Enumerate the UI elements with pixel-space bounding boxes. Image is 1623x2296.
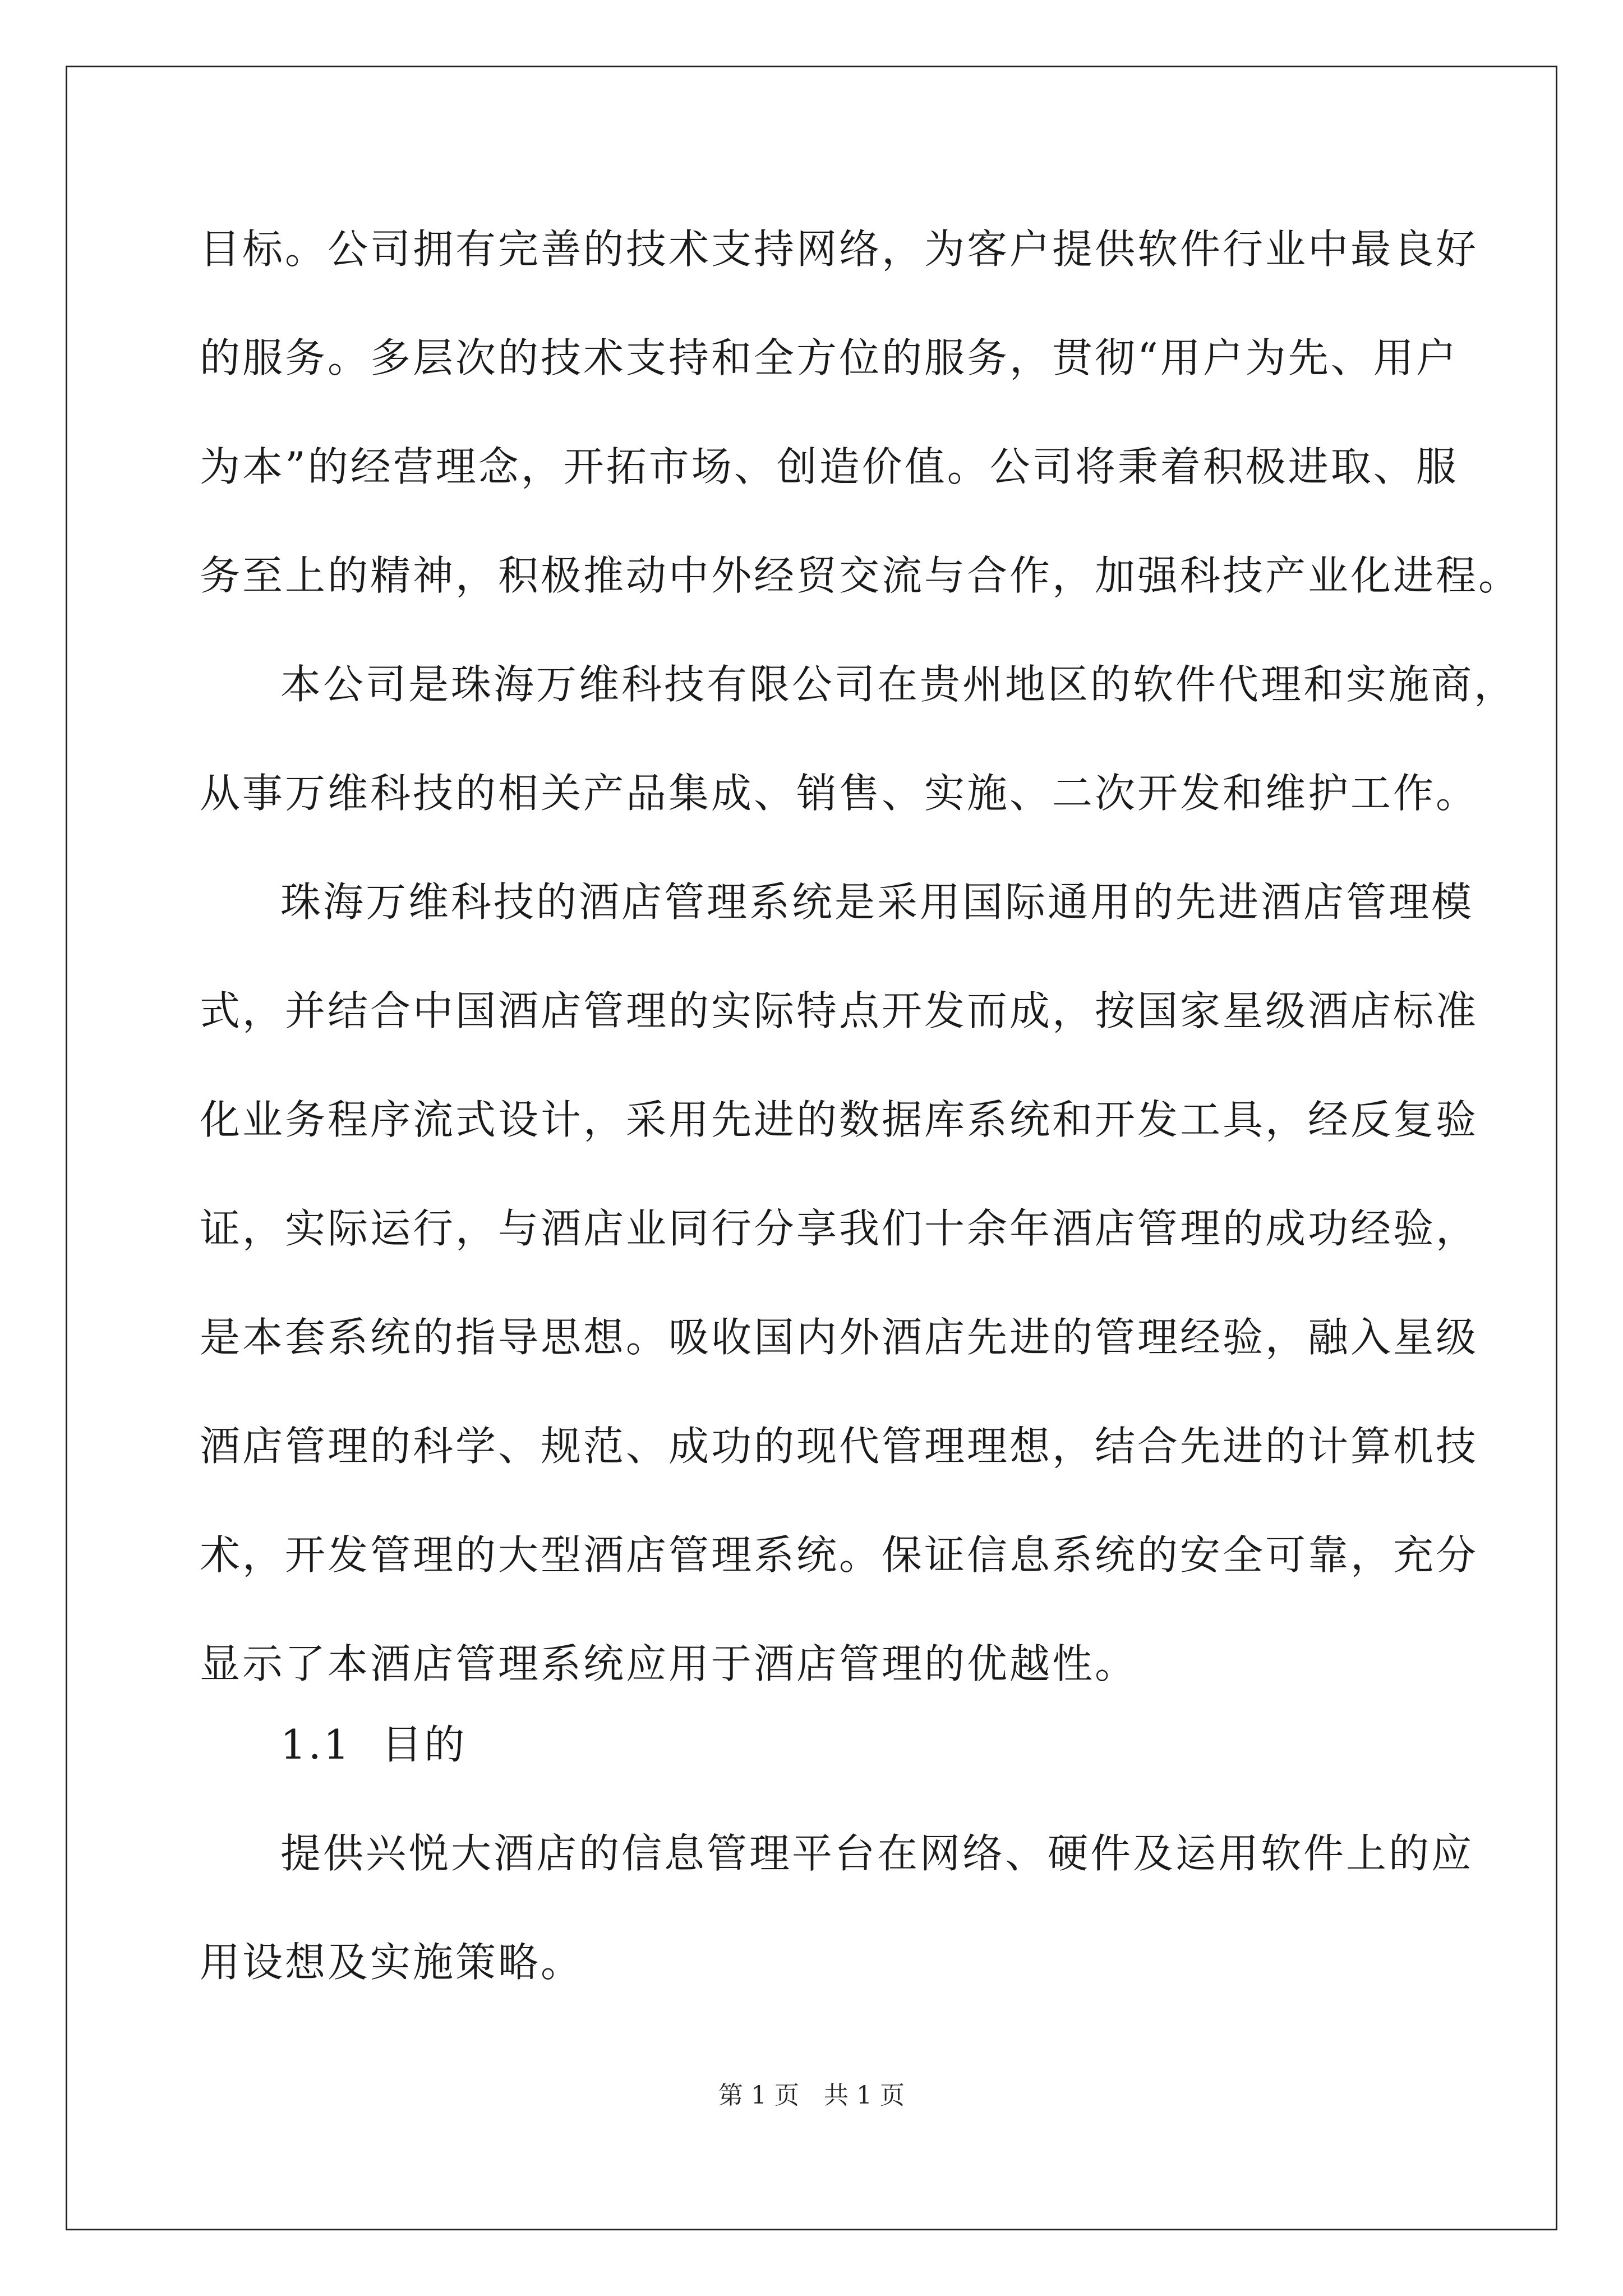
- paragraph-line: 证，实际运行，与酒店业同行分享我们十余年酒店管理的成功经验，: [200, 1205, 1479, 1252]
- paragraph-line: 式，并结合中国酒店管理的实际特点开发而成，按国家星级酒店标准: [200, 987, 1479, 1034]
- paragraph-line: 提供兴悦大酒店的信息管理平台在网络、硬件及运用软件上的应: [280, 1830, 1474, 1877]
- paragraph-line: 化业务程序流式设计，采用先进的数据库系统和开发工具，经反复验: [200, 1096, 1479, 1143]
- paragraph-line: 从事万维科技的相关产品集成、销售、实施、二次开发和维护工作。: [200, 770, 1479, 817]
- page-border: [66, 66, 1557, 2230]
- paragraph-line: 术，开发管理的大型酒店管理系统。保证信息系统的安全可靠，充分: [200, 1531, 1479, 1579]
- section-heading: 1.1 目的: [280, 1721, 467, 1768]
- paragraph-line: 务至上的精神，积极推动中外经贸交流与合作，加强科技产业化进程。: [200, 552, 1521, 599]
- paragraph-line: 用设想及实施策略。: [200, 1939, 584, 1986]
- paragraph-line: 为本”的经营理念，开拓市场、创造价值。公司将秉着积极进取、服: [200, 443, 1459, 490]
- paragraph-line: 本公司是珠海万维科技有限公司在贵州地区的软件代理和实施商，: [280, 661, 1517, 708]
- paragraph-line: 是本套系统的指导思想。吸收国内外酒店先进的管理经验，融入星级: [200, 1314, 1479, 1361]
- paragraph-line: 酒店管理的科学、规范、成功的现代管理理想，结合先进的计算机技: [200, 1423, 1479, 1470]
- paragraph-line: 的服务。多层次的技术支持和全方位的服务，贯彻“用户为先、用户: [200, 334, 1459, 381]
- paragraph-line: 显示了本酒店管理系统应用于酒店管理的优越性。: [200, 1640, 1138, 1687]
- page-footer: 第 1 页 共 1 页: [718, 2081, 905, 2110]
- paragraph-line: 目标。公司拥有完善的技术支持网络，为客户提供软件行业中最良好: [200, 226, 1479, 273]
- paragraph-line: 珠海万维科技的酒店管理系统是采用国际通用的先进酒店管理模: [280, 878, 1474, 926]
